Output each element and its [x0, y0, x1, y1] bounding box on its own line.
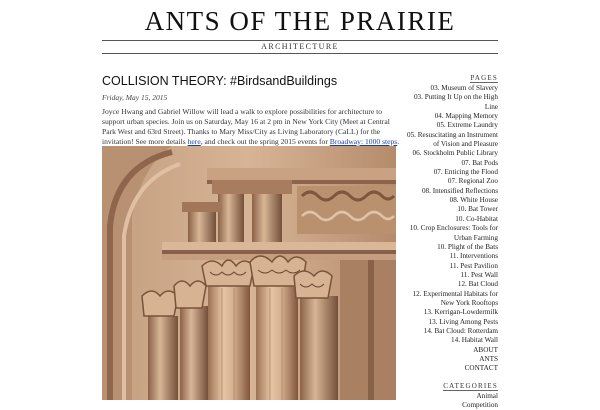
sidebar [402, 74, 498, 410]
page-link-text[interactable]: 07. Regional Zoo [447, 177, 498, 186]
page-link-text[interactable]: 13. Kerrigan-Lowdermilk [423, 308, 498, 317]
page-link-text[interactable]: 05. Extreme Laundry [436, 121, 498, 130]
category-link-text[interactable]: Animal [476, 391, 498, 400]
page-link-text[interactable]: ANTS [479, 354, 498, 363]
page-link[interactable] [402, 215, 498, 224]
post-body-text-2: , and check out the spring 2015 events for [200, 137, 330, 146]
page-link[interactable] [402, 177, 498, 186]
page-link[interactable] [402, 93, 498, 112]
page-link[interactable] [402, 84, 498, 93]
page-link-text[interactable]: 06. Stockholm Public Library [412, 149, 498, 158]
page-link-about[interactable] [402, 346, 498, 355]
page-link-text[interactable]: 14. Habitat Wall [451, 336, 498, 345]
page-link[interactable] [402, 243, 498, 252]
page-link-text[interactable]: 08. White House [449, 196, 498, 205]
columns-photo-illustration [102, 146, 396, 400]
page-link[interactable] [402, 187, 498, 196]
post-body-text-1: Joyce Hwang and Gabriel Willow will lead a walk to explore possibilities for architecture to support urban species. Join us on Saturday, May 16 at 2 pm in New York City (Meet at Central Park West and 63rd Street). Thanks to Mary Miss/City as Living Laboratory (CaLL) for the invitation! See more details [102, 107, 390, 146]
post [102, 74, 400, 147]
page-link[interactable] [402, 196, 498, 205]
site-tagline: ARCHITECTURE [261, 42, 339, 51]
page-link-text[interactable]: 11. Pest Wall [460, 270, 498, 279]
categories-list [402, 392, 498, 410]
post-photo [102, 146, 396, 400]
pages-heading: PAGES [470, 74, 498, 82]
page-link-text[interactable]: 04. Mapping Memory [434, 112, 498, 121]
page-link-text[interactable]: 08. Intensified Reflections [421, 186, 498, 195]
page-link-text[interactable]: 14. Bat Cloud: Rotterdam [423, 326, 498, 335]
page-link-text[interactable]: 10. Crop Enclosures: Tools for Urban Farming [409, 224, 498, 242]
details-here-link[interactable]: here [187, 137, 201, 146]
categories-heading: CATEGORIES [443, 381, 498, 390]
page-link-text[interactable]: 03. Museum of Slavery [430, 84, 498, 92]
page-link-text[interactable]: 11. Pest Pavilion [449, 261, 498, 270]
page-link-text[interactable]: 10. Bat Tower [457, 205, 498, 214]
post-date: Friday, May 15, 2015 [102, 93, 168, 102]
site-header [0, 0, 600, 60]
page-link-text[interactable]: 10. Co-Habitat [455, 214, 498, 223]
page-link-contact[interactable] [402, 364, 498, 373]
page-link-text[interactable]: 11. Interventions [449, 252, 498, 261]
page-link[interactable] [402, 308, 498, 317]
page-link[interactable] [402, 224, 498, 243]
page-link[interactable] [402, 121, 498, 130]
pages-list [402, 84, 498, 374]
page-link[interactable] [402, 131, 498, 150]
page-link[interactable] [402, 271, 498, 280]
page-link[interactable] [402, 205, 498, 214]
page-link[interactable] [402, 290, 498, 309]
page-link-text[interactable]: CONTACT [464, 364, 498, 373]
page-link[interactable] [402, 168, 498, 177]
page-link-text[interactable]: 10. Plight of the Bats [437, 242, 498, 251]
page-link[interactable] [402, 252, 498, 261]
page-link[interactable] [402, 318, 498, 327]
page-link[interactable] [402, 336, 498, 345]
page-link-text[interactable]: 05. Resuscitating an Instrument of Vision and Pleasure [406, 130, 498, 149]
category-link-text[interactable]: Competition [462, 401, 498, 409]
page-link-text[interactable]: 07. Enticing the Flood [433, 168, 498, 177]
post-body [102, 107, 400, 147]
page-link[interactable] [402, 280, 498, 289]
page-link[interactable] [402, 327, 498, 336]
page-link-text[interactable]: 07. Bat Pods [461, 158, 498, 167]
post-title[interactable]: COLLISION THEORY: #BirdsandBuildings [102, 74, 338, 88]
page-link-text[interactable]: 13. Living Among Pests [428, 317, 498, 326]
page-link[interactable] [402, 112, 498, 121]
category-link[interactable] [402, 401, 498, 410]
page-link-text[interactable]: 03. Putting It Up on the High Line [413, 93, 498, 111]
post-body-text-3: . [397, 137, 400, 146]
site-title[interactable]: ANTS OF THE PRAIRIE [144, 6, 456, 36]
header-rule-top [102, 40, 498, 41]
page-link-text[interactable]: ABOUT [473, 345, 498, 354]
page-link-text[interactable]: 12. Experimental Habitats for New York Rooftops [412, 289, 498, 307]
page-link-ants[interactable] [402, 355, 498, 364]
header-rule-bottom [102, 53, 498, 54]
broadway-link[interactable]: Broadway: 1000 steps [329, 137, 398, 146]
page-link-text[interactable]: 12. Bat Cloud [457, 280, 498, 289]
page-link[interactable] [402, 159, 498, 168]
page-link[interactable] [402, 262, 498, 271]
page-link[interactable] [402, 149, 498, 158]
